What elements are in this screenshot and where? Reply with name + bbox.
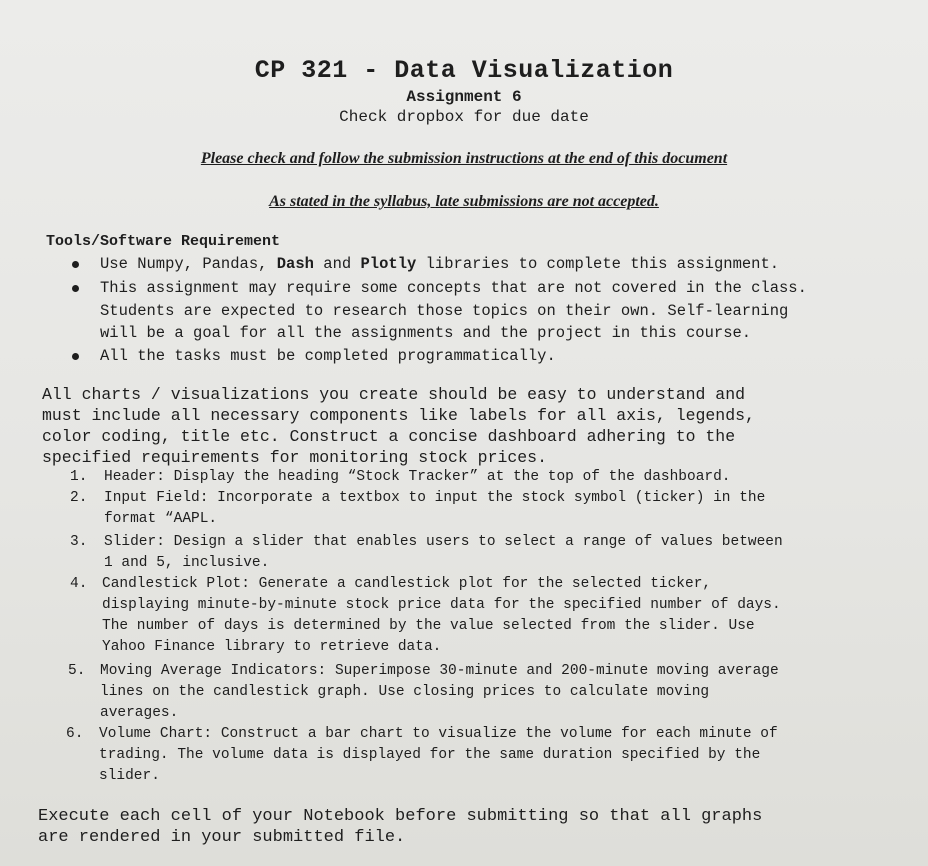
requirement-input-field: Input Field: Incorporate a textbox to input the stock symbol (ticker) in the format “AAPL. <box>104 490 766 527</box>
assignment-number: Assignment 6 <box>406 88 522 106</box>
requirement-volume-chart: Volume Chart: Construct a bar chart to visualize the volume for each minute of trading. The volume data is displayed for the same duration specified by the slider. <box>99 726 778 784</box>
bullet-icon <box>72 285 79 292</box>
bullet-icon <box>72 261 79 268</box>
submission-instructions-note: Please check and follow the submission instructions at the end of this document <box>200 150 728 167</box>
req-number: 4. <box>70 576 88 592</box>
req-number: 5. <box>68 663 86 679</box>
footer-paragraph: Execute each cell of your Notebook before submitting so that all graphs are rendered in your submitted file. <box>38 807 763 847</box>
req-number: 1. <box>70 469 88 485</box>
requirement-header: Header: Display the heading “Stock Tracker” at the top of the dashboard. <box>104 469 731 485</box>
requirement-moving-average: Moving Average Indicators: Superimpose 30-minute and 200-minute moving average lines on the candlestick graph. Use closing prices to calculate moving averages. <box>100 663 779 721</box>
req-number: 6. <box>66 726 84 742</box>
req-number: 3. <box>70 534 88 550</box>
due-date-note: Check dropbox for due date <box>339 108 589 126</box>
requirement-slider: Slider: Design a slider that enables users to select a range of values between 1 and 5, inclusive. <box>104 534 783 571</box>
tools-bullet-2: This assignment may require some concepts that are not covered in the class. Students are expected to research those topics on their own. Self-learning will be a goal for all the assignments and the project in this course. <box>100 279 807 342</box>
requirement-candlestick: Candlestick Plot: Generate a candlestick plot for the selected ticker, displaying minute-by-minute stock price data for the specified number of days. The number of days is determined by the value selected from the slider. Use Yahoo Finance library to retrieve data. <box>102 576 781 655</box>
document-title: CP 321 - Data Visualization <box>254 56 674 85</box>
late-submission-note: As stated in the syllabus, late submissions are not accepted. <box>269 193 659 210</box>
tools-bullet-1: Use Numpy, Pandas, Dash and Plotly libraries to complete this assignment. <box>100 255 780 273</box>
bullet-icon <box>72 353 79 360</box>
tools-heading: Tools/Software Requirement <box>46 233 281 250</box>
req-number: 2. <box>70 490 88 506</box>
tools-bullet-3: All the tasks must be completed programmatically. <box>100 347 556 365</box>
intro-paragraph: All charts / visualizations you create should be easy to understand and must include all necessary components like labels for all axis, legends, color coding, title etc. Construct a concise dashboard adhering to the specified requirements for monitoring stock prices. <box>42 385 755 467</box>
